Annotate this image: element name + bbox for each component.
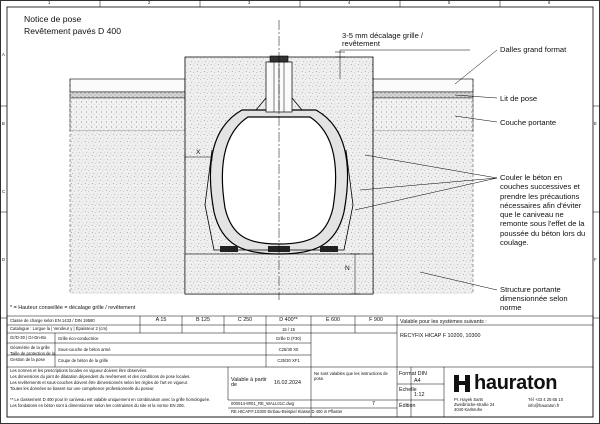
drawing-title-line2: Revêtement pavés D 400	[24, 26, 121, 36]
note-3: Les revêtements et sous-couches doivent être dimensionnés selon les règles de l'art en vigueur.	[10, 380, 189, 385]
notice-label: Ne sont valables que les instructions de pose.	[314, 371, 388, 382]
note-6: Les fondations en béton sont à dimensionner selon les contraintes du site et la norme EN 206.	[10, 403, 185, 408]
grid-row-b: B	[2, 121, 5, 126]
channel-foot-left	[220, 246, 238, 252]
grid-column-5: 5	[448, 0, 451, 5]
format-label: Format DIN	[399, 371, 427, 377]
valid-systems-label: Valable pour les systèmes suivants :	[400, 319, 487, 325]
sub-value-2: Sous-couche de béton armé	[58, 347, 111, 352]
sub-label-2: Géométrie de la grille	[10, 345, 50, 350]
paving-slab-right	[373, 79, 473, 92]
label-couler-beton: Couler le béton en couches successives et prendre les précautions nécessaires afin d'éviter que le caniveau ne remonte sous l'effet de la poussée du béton lors du coulage.	[500, 173, 586, 247]
dimension-x-label: X	[196, 149, 201, 156]
sub-value-1: Grille éco-conductrice	[58, 336, 99, 341]
grid-row-e: E	[594, 121, 597, 126]
scale-value: 1:12	[414, 392, 425, 398]
grid-row-f: F	[594, 257, 597, 262]
page-number: 7	[372, 401, 375, 407]
offset-note: 3-5 mm décalage grille / revêtement	[342, 31, 424, 48]
drawing-ref: RE.HICAP.F.10300 Einbau-Beispiel Klasse D 400 in Pflaster	[231, 409, 343, 414]
valid-from-date: 16.02.2024	[274, 380, 301, 386]
address-line2: Zweibrücke-straße 24	[454, 402, 495, 407]
drawing-id: 000014-8#01_RE_WALL01C.dwg	[231, 401, 294, 406]
grid-column-6: 6	[548, 0, 551, 5]
class-b125: B 125	[195, 317, 211, 323]
note-2: Les dimensions du joint de dilatation dépendent du revêtement et des conditions de pose locales.	[10, 374, 191, 379]
scale-label: Echelle	[399, 387, 417, 393]
paving-slab-left	[70, 79, 185, 92]
d-value-2: Grille D (F30)	[275, 336, 302, 341]
grid-row-a: A	[2, 52, 5, 57]
sub-label-3: Taille de protection de la	[10, 351, 56, 356]
label-dalles: Dalles grand format	[500, 45, 567, 54]
footnote: * = Hauteur conseillée = décalage grille / revêtement	[10, 305, 136, 311]
label-couche-portante: Couche portante	[500, 118, 557, 127]
web: info@hauraton.fr	[528, 403, 560, 408]
sub-label-4: Gestion de la pose	[10, 357, 45, 362]
valid-systems-value: RECYFIX HICAP F 10200, 10300	[400, 333, 481, 339]
drawing-title-line1: Notice de pose	[24, 14, 82, 24]
hauraton-logo-mark	[452, 372, 474, 394]
grid-column-3: 3	[248, 0, 251, 5]
grid-column-4: 4	[348, 0, 351, 5]
class-a15: A 15	[155, 317, 167, 323]
edition-label: Édition	[399, 403, 416, 409]
address-line3: 4040 Karlsruhe	[454, 407, 483, 412]
substructure-right	[373, 131, 473, 294]
base-layer-right	[373, 98, 473, 131]
channel-foot-right	[320, 246, 338, 252]
grid-column-2: 2	[148, 0, 151, 5]
class-c250: C 250	[237, 317, 253, 323]
bedding-left	[70, 92, 185, 98]
d-value-1: 15 / 15	[282, 327, 295, 332]
grid-column-1: 1	[48, 0, 51, 5]
class-d400: D 400**	[279, 317, 298, 323]
label-structure-portante: Structure portante dimensionnée selon norme	[500, 285, 568, 313]
phone: Tél +33 4 25 65 10	[528, 397, 564, 402]
valid-from-label: Valable à partir de	[231, 377, 267, 389]
label-lit-de-pose: Lit de pose	[500, 94, 538, 103]
load-class-row-label: Classe de charge selon EN 1433 / DIN 19580	[10, 318, 95, 323]
class-f900: F 900	[369, 317, 383, 323]
dimension-n-label: N	[345, 265, 350, 272]
sub-label-1: Gr/D-30 | Gr-Dn-Bo	[10, 335, 47, 340]
note-4: Toutes les données se basent sur une compétence professionnelle du poseur.	[10, 386, 155, 391]
base-layer-left	[70, 98, 185, 131]
grid-row-d: D	[2, 257, 6, 262]
brand-wordmark: hauraton	[474, 372, 558, 394]
note-1: Les normes et les prescriptions locales en vigueur doivent être observées.	[10, 368, 148, 373]
note-5: ** Le classement D 400 pour le caniveau est valable uniquement en combinaison avec la grille homologuée.	[10, 397, 211, 402]
catalogue-row-label: Catalogue : Lorgue la | Vendeur y | Épaisseur 2 (cm)	[10, 326, 108, 331]
class-e600: E 600	[325, 317, 341, 323]
address-line1: Pr. Hayek Sarts	[454, 397, 484, 402]
sub-value-3: Coupe de béton de la grille	[58, 358, 109, 363]
grid-row-c: C	[2, 189, 6, 194]
format-value: A4	[414, 378, 421, 384]
d-value-4: C25/30 XF1	[277, 358, 300, 363]
substructure-left	[70, 131, 185, 294]
d-value-3: C25/30 X0	[278, 347, 299, 352]
